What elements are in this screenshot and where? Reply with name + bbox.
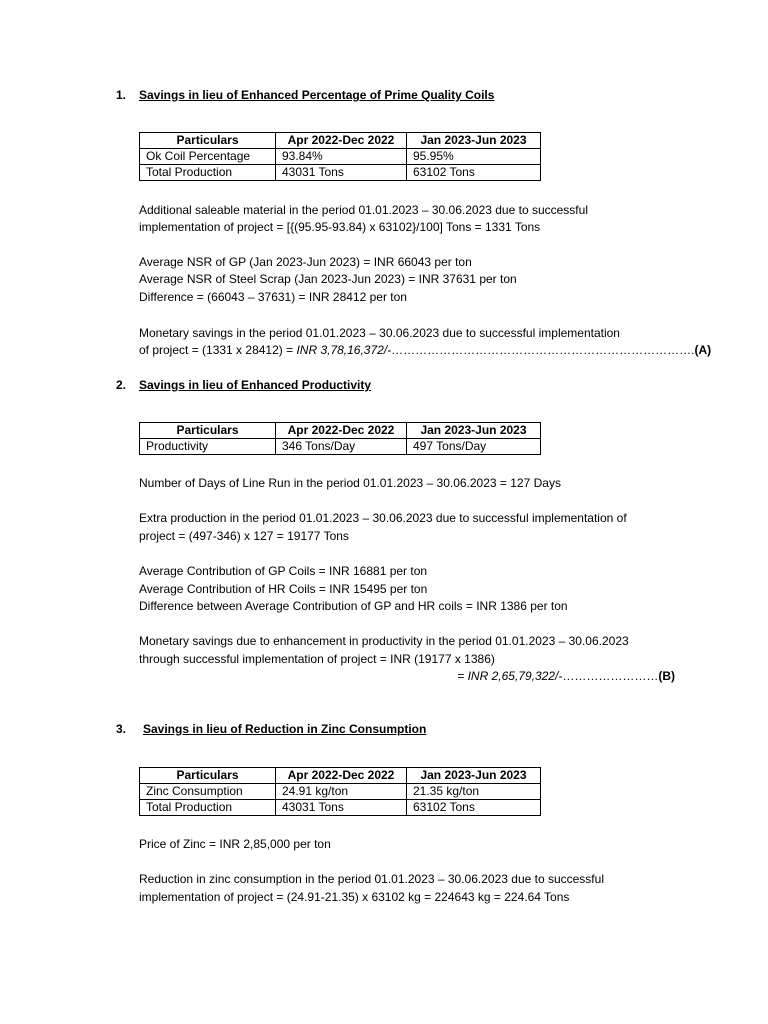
table-row: [140, 165, 541, 181]
body-text: Average NSR of Steel Scrap (Jan 2023-Jun 2023) = INR 37631 per ton: [139, 272, 517, 286]
column-header: Apr 2022-Dec 2022: [276, 768, 407, 784]
column-header: Jan 2023-Jun 2023: [407, 423, 541, 439]
table-row: [140, 784, 541, 800]
body-text: Number of Days of Line Run in the period 01.01.2023 – 30.06.2023 = 127 Days: [139, 476, 561, 490]
column-header: Particulars: [140, 768, 276, 784]
column-header: Particulars: [140, 133, 276, 149]
table-cell: Total Production: [140, 800, 276, 816]
section-title: Savings in lieu of Reduction in Zinc Consumption: [143, 722, 427, 736]
section-number: 1.: [116, 88, 127, 102]
body-text: implementation of project = [{(95.95-93.84) x 63102}/100] Tons = 1331 Tons: [139, 220, 541, 234]
body-text: Difference between Average Contribution of GP and HR coils = INR 1386 per ton: [139, 599, 568, 613]
body-text: Monetary savings due to enhancement in productivity in the period 01.01.2023 – 30.06.2023: [139, 634, 629, 648]
table-cell: 43031 Tons: [276, 800, 407, 816]
section-title: Savings in lieu of Enhanced Productivity: [139, 378, 372, 392]
leader-dots: ……………………: [562, 669, 659, 683]
body-text: Average Contribution of GP Coils = INR 16881 per ton: [139, 564, 428, 578]
table-cell: 63102 Tons: [407, 800, 541, 816]
table-cell: Zinc Consumption: [140, 784, 276, 800]
table-cell: Productivity: [140, 439, 276, 455]
result-label: (A): [694, 343, 712, 357]
column-header: Jan 2023-Jun 2023: [407, 133, 541, 149]
productivity-table: [139, 422, 541, 455]
table-cell: 21.35 kg/ton: [407, 784, 541, 800]
body-text: Average Contribution of HR Coils = INR 15495 per ton: [139, 582, 428, 596]
body-text: through successful implementation of project = INR (19177 x 1386): [139, 652, 495, 666]
table-cell: 43031 Tons: [276, 165, 407, 181]
column-header: Apr 2022-Dec 2022: [276, 133, 407, 149]
savings-line-b: [457, 668, 675, 685]
table-cell: 24.91 kg/ton: [276, 784, 407, 800]
table-row: [140, 800, 541, 816]
leader-dots: ………………………………………………………………….: [391, 343, 695, 357]
coil-quality-table: [139, 132, 541, 181]
table-header-row: [140, 133, 541, 149]
section-number: 2.: [116, 378, 127, 392]
body-text: Price of Zinc = INR 2,85,000 per ton: [139, 837, 331, 851]
result-label: (B): [658, 669, 675, 683]
table-cell: 497 Tons/Day: [407, 439, 541, 455]
section-title: Savings in lieu of Enhanced Percentage of Prime Quality Coils: [139, 88, 495, 102]
table-cell: Ok Coil Percentage: [140, 149, 276, 165]
column-header: Apr 2022-Dec 2022: [276, 423, 407, 439]
zinc-consumption-table: [139, 767, 541, 816]
table-cell: 93.84%: [276, 149, 407, 165]
body-text: Extra production in the period 01.01.2023 – 30.06.2023 due to successful implementation of: [139, 511, 627, 525]
table-row: [140, 439, 541, 455]
savings-amount: INR 3,78,16,372/-: [296, 343, 392, 357]
body-text: Reduction in zinc consumption in the period 01.01.2023 – 30.06.2023 due to successful: [139, 872, 604, 886]
body-text: project = (497-346) x 127 = 19177 Tons: [139, 529, 349, 543]
formula-text: of project = (1331 x 28412) =: [139, 343, 297, 357]
table-row: [140, 149, 541, 165]
table-cell: 63102 Tons: [407, 165, 541, 181]
section-number: 3.: [116, 722, 127, 736]
savings-amount: = INR 2,65,79,322/-: [457, 669, 563, 683]
body-text: Average NSR of GP (Jan 2023-Jun 2023) = INR 66043 per ton: [139, 255, 472, 269]
savings-line-a: [139, 342, 711, 359]
table-cell: Total Production: [140, 165, 276, 181]
body-text: Monetary savings in the period 01.01.2023 – 30.06.2023 due to successful implementation: [139, 326, 620, 340]
table-cell: 346 Tons/Day: [276, 439, 407, 455]
body-text: Additional saleable material in the period 01.01.2023 – 30.06.2023 due to successful: [139, 203, 588, 217]
column-header: Particulars: [140, 423, 276, 439]
column-header: Jan 2023-Jun 2023: [407, 768, 541, 784]
table-header-row: [140, 768, 541, 784]
body-text: implementation of project = (24.91-21.35) x 63102 kg = 224643 kg = 224.64 Tons: [139, 890, 570, 904]
table-cell: 95.95%: [407, 149, 541, 165]
body-text: Difference = (66043 – 37631) = INR 28412 per ton: [139, 290, 407, 304]
table-header-row: [140, 423, 541, 439]
